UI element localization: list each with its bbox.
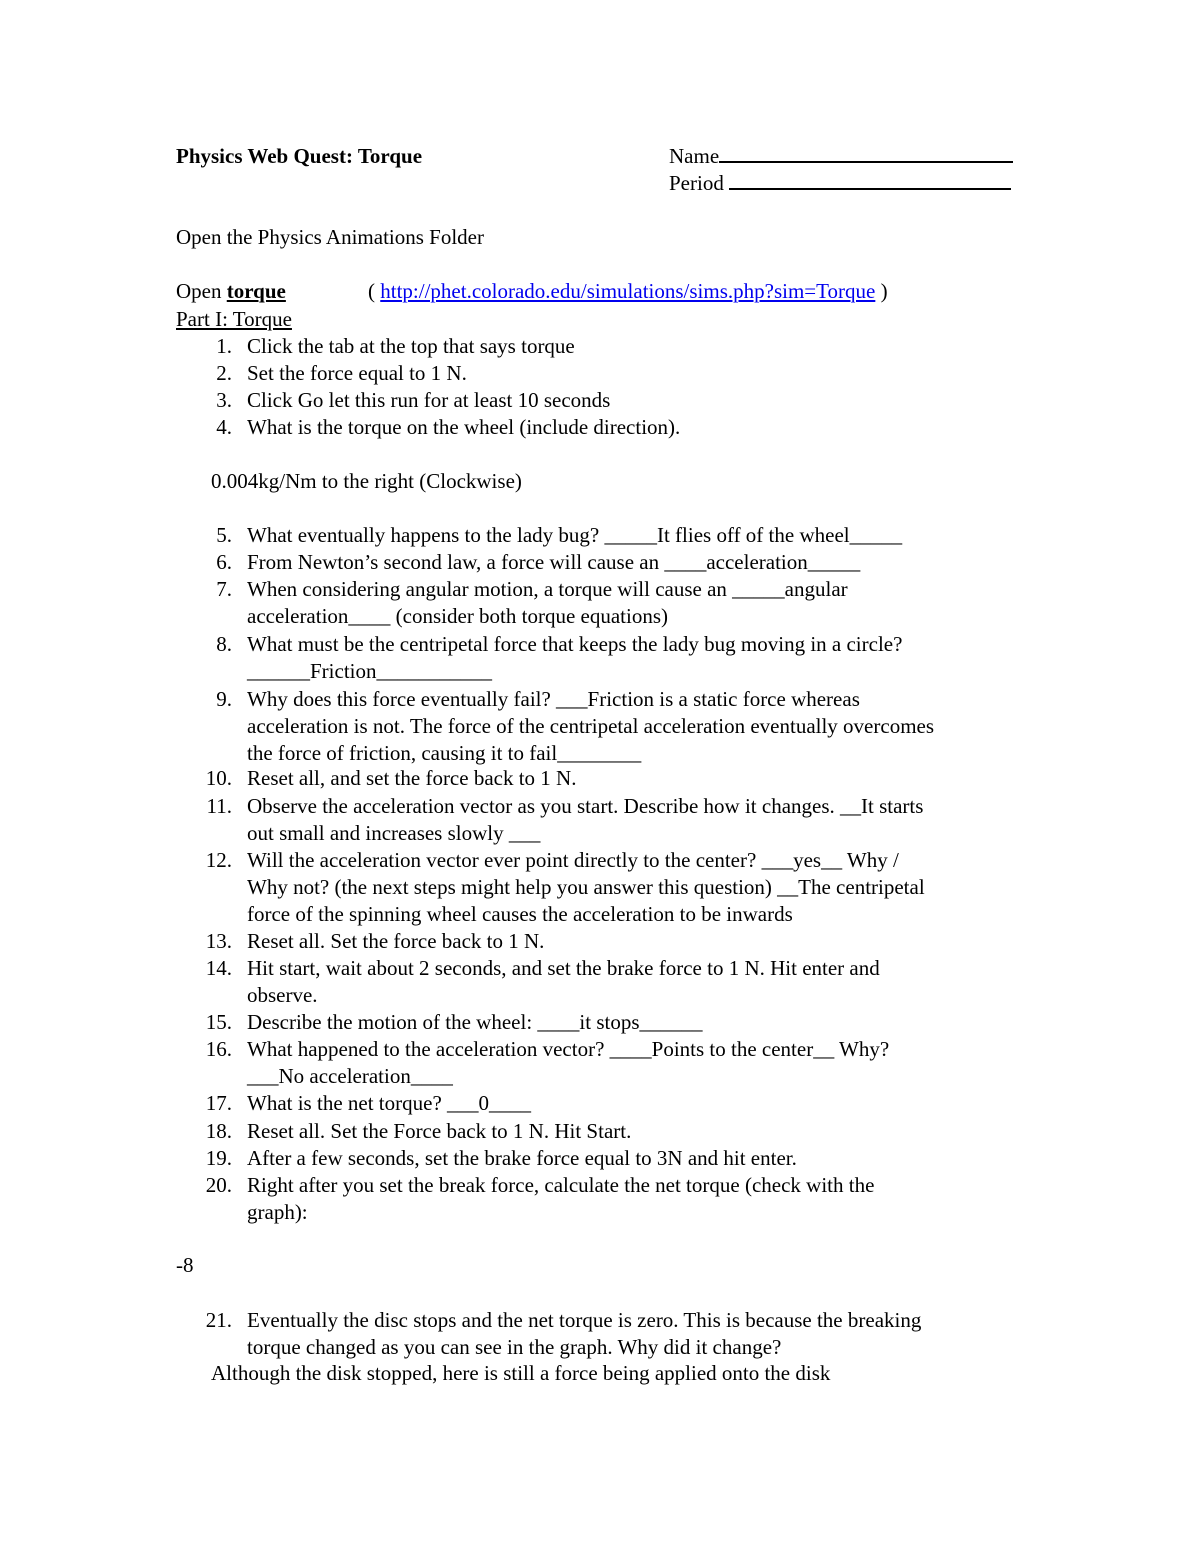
question-text: What must be the centripetal force that keeps the lady bug moving in a circle?: [247, 632, 903, 656]
question-text: observe.: [247, 983, 318, 1007]
question-number: 12.: [205, 848, 232, 872]
question-text: Observe the acceleration vector as you start. Describe how it changes. __It starts: [247, 794, 924, 818]
question-text: What eventually happens to the lady bug? _____It flies off of the wheel_____: [247, 523, 903, 547]
answer-q21: Although the disk stopped, here is still a force being applied onto the disk: [211, 1361, 831, 1385]
question-text: Will the acceleration vector ever point directly to the center? ___yes__ Why /: [247, 848, 899, 872]
question-text: Click Go let this run for at least 10 seconds: [247, 388, 611, 412]
question-text: torque changed as you can see in the graph. Why did it change?: [247, 1335, 782, 1359]
question-text: acceleration is not. The force of the centripetal acceleration eventually overcomes: [247, 714, 935, 738]
question-number: 18.: [205, 1119, 232, 1143]
answer-q4: 0.004kg/Nm to the right (Clockwise): [211, 469, 522, 493]
question-text: the force of friction, causing it to fail________: [247, 741, 642, 765]
question-number: 5.: [216, 523, 232, 547]
sim-url-link[interactable]: http://phet.colorado.edu/simulations/sims.php?sim=Torque: [380, 279, 876, 303]
page-title: Physics Web Quest: Torque: [176, 144, 423, 168]
name-blank[interactable]: [719, 143, 1013, 163]
question-text: Reset all, and set the force back to 1 N.: [247, 766, 577, 790]
question-number: 17.: [205, 1091, 232, 1115]
question-number: 6.: [216, 550, 232, 574]
question-text: Set the force equal to 1 N.: [247, 361, 467, 385]
question-text: Hit start, wait about 2 seconds, and set the brake force to 1 N. Hit enter and: [247, 956, 880, 980]
question-text: Why does this force eventually fail? ___Friction is a static force whereas: [247, 687, 860, 711]
question-number: 13.: [205, 929, 232, 953]
open-sim-row: [176, 278, 286, 305]
question-number: 16.: [205, 1037, 232, 1061]
name-field-row: [669, 143, 1013, 170]
question-text: ______Friction___________: [247, 659, 492, 683]
answer-q20: -8: [176, 1253, 194, 1277]
question-number: 7.: [216, 577, 232, 601]
name-label: Name: [669, 144, 720, 168]
question-text: out small and increases slowly ___: [247, 821, 541, 845]
question-text: force of the spinning wheel causes the acceleration to be inwards: [247, 902, 793, 926]
question-text: Reset all. Set the Force back to 1 N. Hit Start.: [247, 1119, 632, 1143]
question-text: Why not? (the next steps might help you answer this question) __The centripetal: [247, 875, 925, 899]
part-title: Part I: Torque: [176, 307, 292, 331]
question-text: Reset all. Set the force back to 1 N.: [247, 929, 545, 953]
question-number: 19.: [205, 1146, 232, 1170]
open-folder-instruction: Open the Physics Animations Folder: [176, 225, 484, 249]
question-number: 11.: [206, 794, 232, 818]
question-text: acceleration____ (consider both torque equations): [247, 604, 669, 628]
question-number: 20.: [205, 1173, 232, 1197]
question-number: 10.: [205, 766, 232, 790]
question-text: From Newton’s second law, a force will cause an ____acceleration_____: [247, 550, 861, 574]
question-text: What is the net torque? ___0____: [247, 1091, 532, 1115]
question-number: 21.: [205, 1308, 232, 1332]
question-text: After a few seconds, set the brake force equal to 3N and hit enter.: [247, 1146, 797, 1170]
question-number: 15.: [205, 1010, 232, 1034]
question-text: Describe the motion of the wheel: ____it stops______: [247, 1010, 703, 1034]
question-text: ___No acceleration____: [247, 1064, 453, 1088]
question-text: When considering angular motion, a torque will cause an _____angular: [247, 577, 848, 601]
question-text: Right after you set the break force, calculate the net torque (check with the: [247, 1173, 875, 1197]
period-field-row: [669, 170, 1011, 197]
question-text: graph):: [247, 1200, 308, 1224]
question-number: 2.: [216, 361, 232, 385]
question-text: What happened to the acceleration vector? ____Points to the center__ Why?: [247, 1037, 890, 1061]
period-blank[interactable]: [729, 170, 1011, 190]
question-number: 8.: [216, 632, 232, 656]
sim-name: torque: [226, 279, 286, 303]
question-text: What is the torque on the wheel (include direction).: [247, 415, 681, 439]
paren-open: (: [368, 279, 375, 303]
question-text: Eventually the disc stops and the net torque is zero. This is because the breaking: [247, 1308, 922, 1332]
question-number: 14.: [205, 956, 232, 980]
question-number: 4.: [216, 415, 232, 439]
sim-url-row: [368, 278, 888, 305]
question-number: 1.: [216, 334, 232, 358]
question-number: 3.: [216, 388, 232, 412]
period-label: Period: [669, 171, 724, 195]
question-text: Click the tab at the top that says torque: [247, 334, 575, 358]
question-number: 9.: [216, 687, 232, 711]
open-word: Open: [176, 279, 222, 303]
paren-close: ): [880, 279, 888, 303]
